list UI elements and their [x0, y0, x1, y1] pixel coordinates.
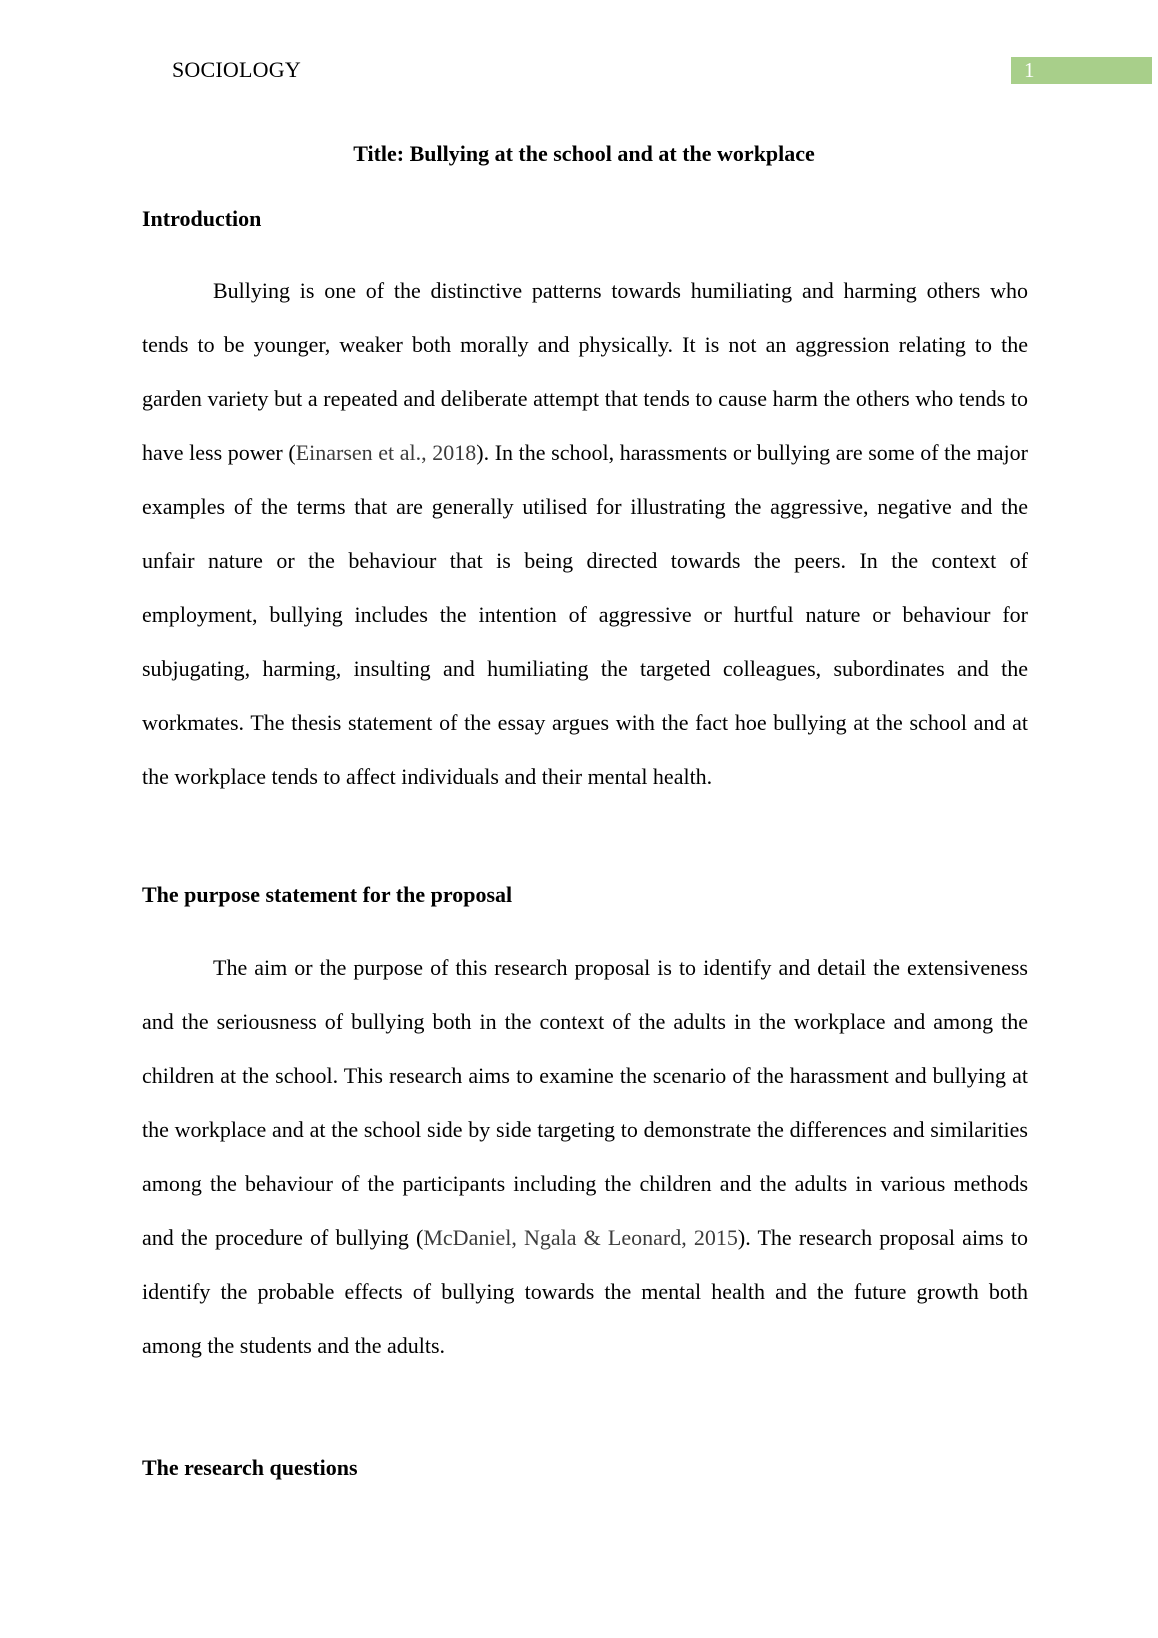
page-number-box: [1011, 57, 1152, 84]
heading-introduction: Introduction: [142, 206, 262, 231]
paragraph-text: Bullying is one of the distinctive patterns towards humiliating and harming others who tends to be younger, weaker both morally and physically. It is not an aggression relating to the garden variety but a repeated and deliberate attempt that tends to cause harm the others who tends to have less power (: [142, 278, 1028, 465]
citation: Einarsen et al., 2018: [295, 440, 477, 465]
paragraph-text: ). In the school, harassments or bullying are some of the major examples of the terms that are generally utilised for illustrating the aggressive, negative and the unfair nature or the behaviour that is being directed towards the peers. In the context of employment, bullying includes the intention of aggressive or hurtful nature or behaviour for subjugating, harming, insulting and humiliating the targeted colleagues, subordinates and the workmates. The thesis statement of the essay argues with the fact hoe bullying at the school and at the workplace tends to affect individuals and their mental health.: [142, 440, 1028, 789]
page-number: 1: [1024, 58, 1035, 82]
heading-purpose-statement: The purpose statement for the proposal: [142, 882, 513, 907]
paragraph-introduction: [142, 264, 1028, 804]
document-title: Title: Bullying at the school and at the workplace: [353, 141, 815, 166]
paragraph-text: The aim or the purpose of this research proposal is to identify and detail the extensiveness and the seriousness of bullying both in the context of the adults in the workplace and among the children at the school. This research aims to examine the scenario of the harassment and bullying at the workplace and at the school side by side targeting to demonstrate the differences and similarities among the behaviour of the participants including the children and the adults in various methods and the procedure of bullying (: [142, 955, 1028, 1250]
citation: McDaniel, Ngala & Leonard, 2015: [423, 1225, 738, 1250]
paragraph-text: ). The research proposal aims to identify the probable effects of bullying towards the mental health and the future growth both among the students and the adults.: [142, 1225, 1028, 1358]
heading-research-questions: The research questions: [142, 1455, 358, 1480]
running-head: SOCIOLOGY: [172, 57, 301, 82]
paragraph-purpose-statement: [142, 941, 1028, 1373]
